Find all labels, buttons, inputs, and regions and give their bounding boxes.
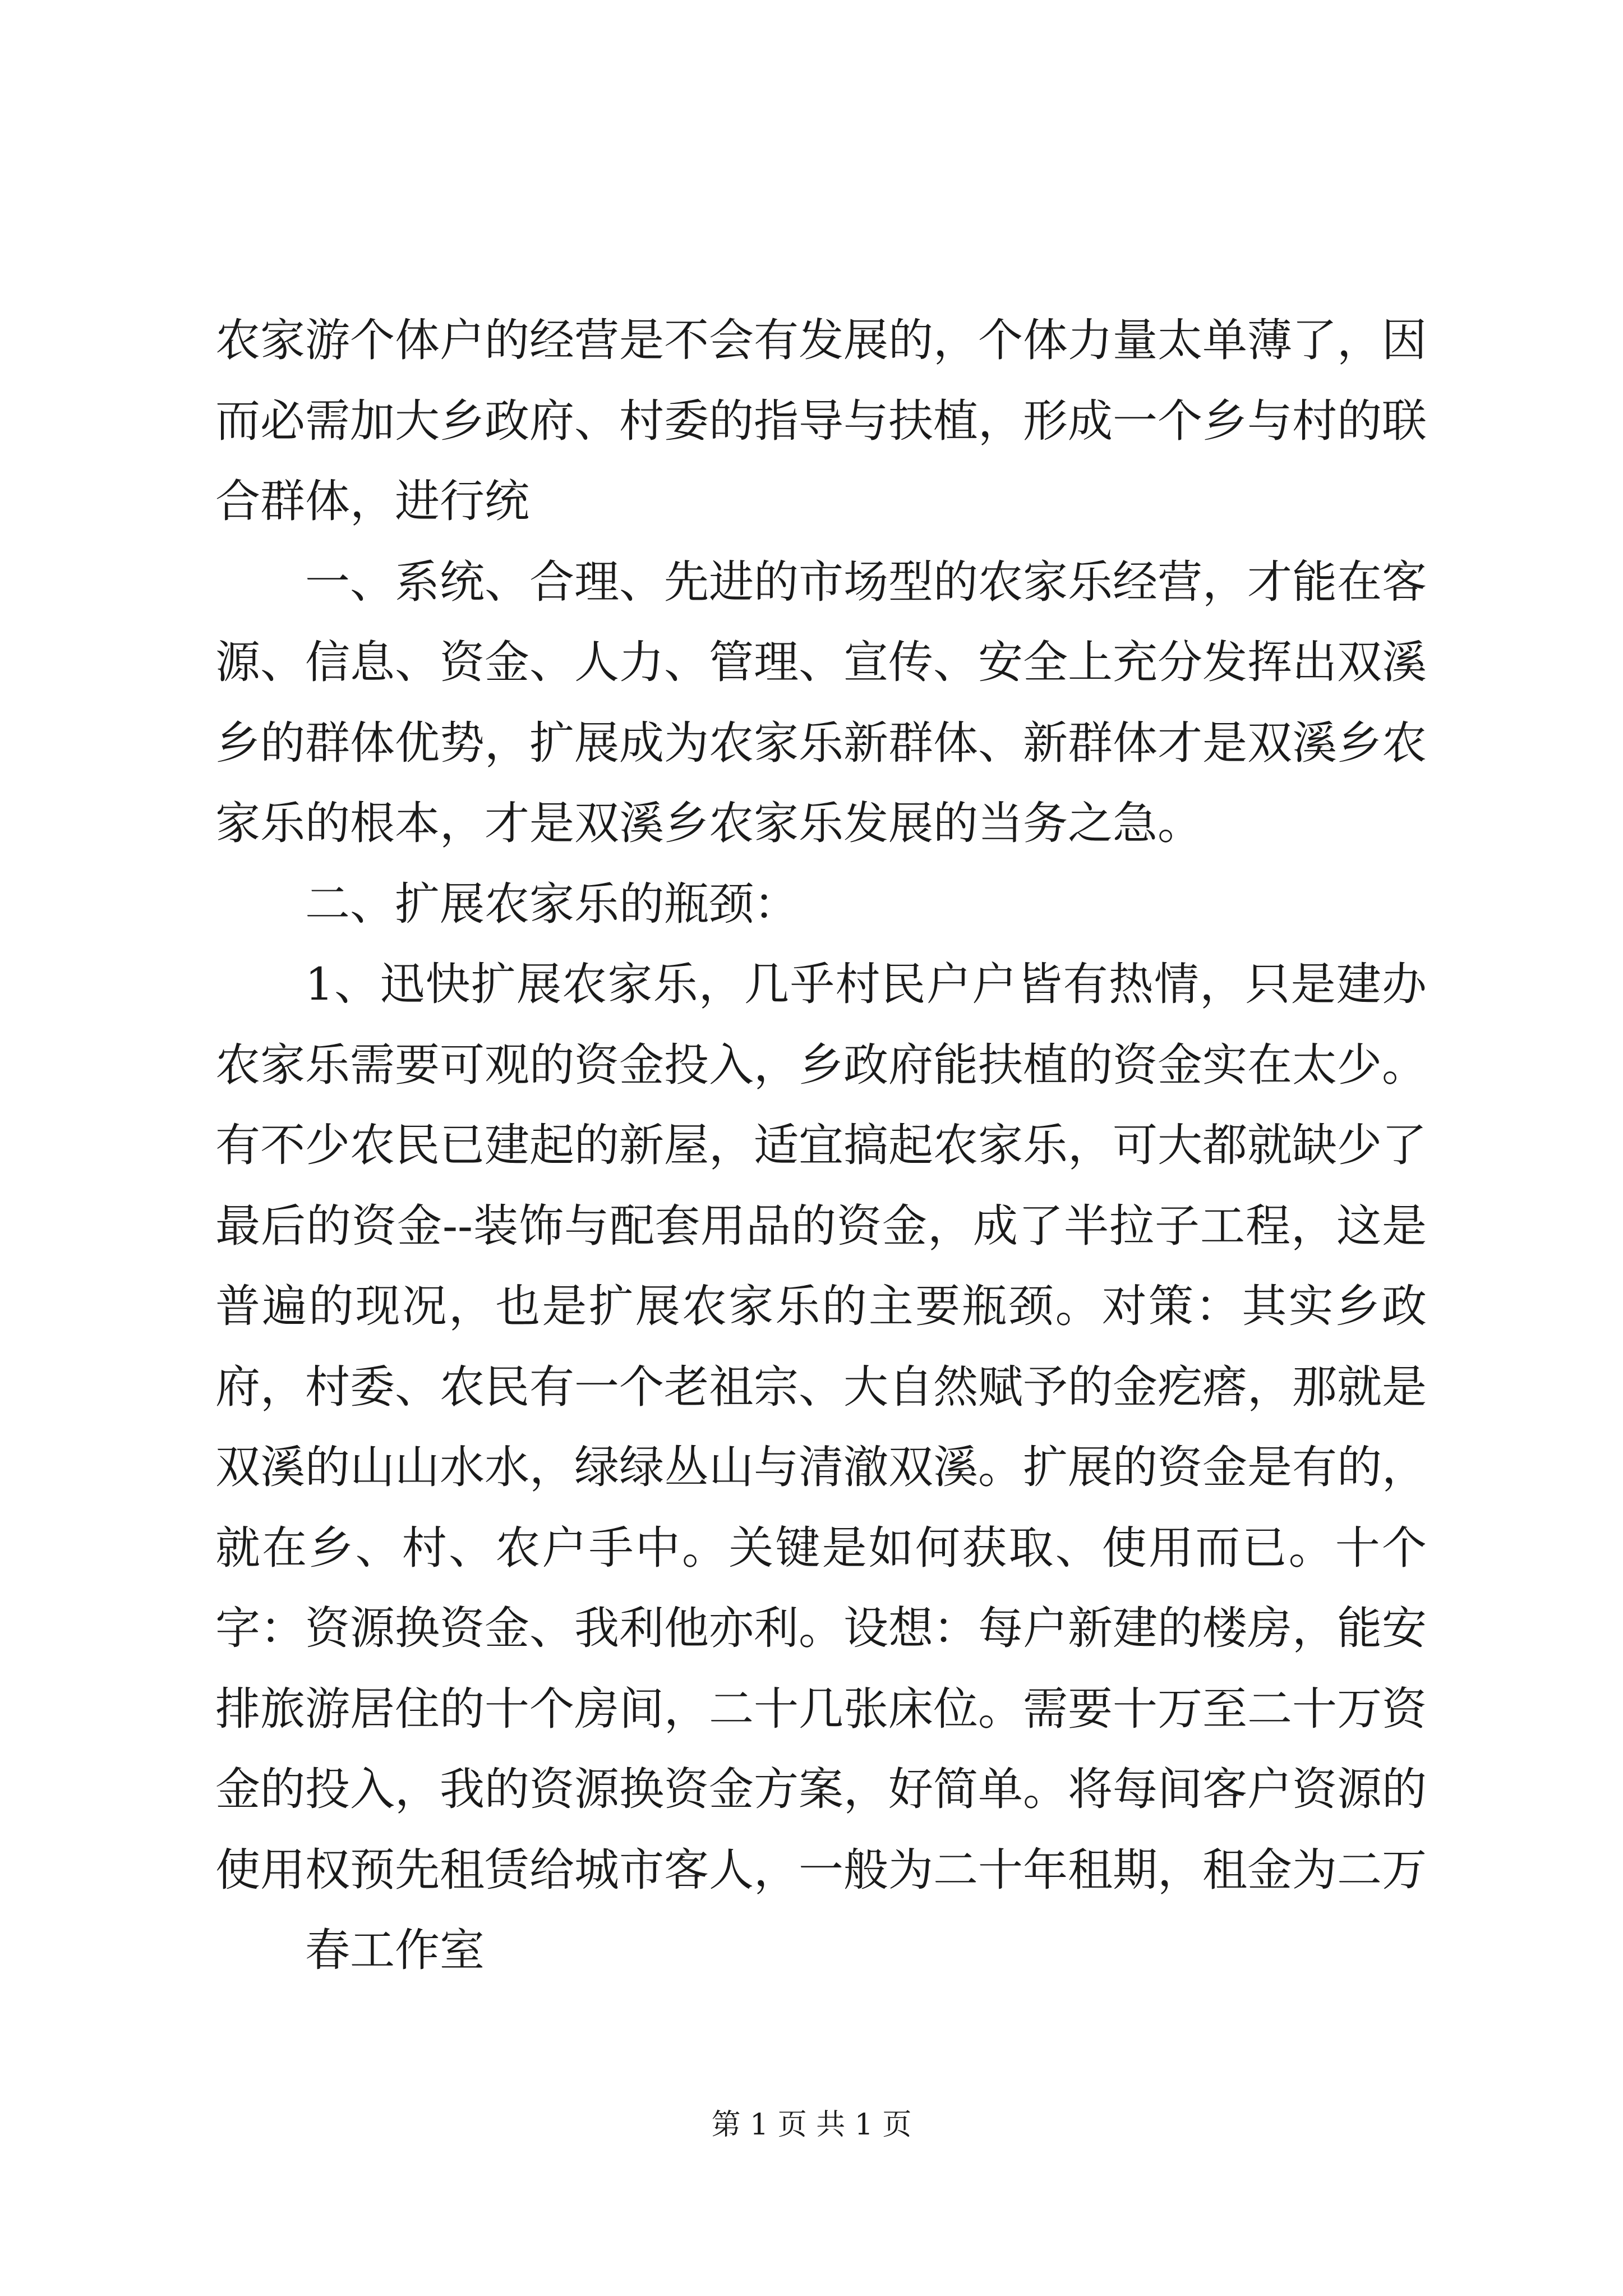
paragraph-section-one: 一、系统、合理、先进的市场型的农家乐经营，才能在客源、信息、资金、人力、管理、宣传、安全上充分发挥出双溪乡的群体优势，扩展成为农家乐新群体、新群体才是双溪乡农家乐的根本，才是双溪乡农家乐发展的当务之急。 — [215, 555, 1427, 849]
page-number-footer: 第 1 页 共 1 页 — [711, 2108, 912, 2142]
document-body — [215, 300, 1427, 1991]
paragraph-section-two-heading: 二、扩展农家乐的瓶颈： — [305, 877, 799, 930]
paragraph-intro: 农家游个体户的经营是不会有发展的，个体力量太单薄了，因而必需加大乡政府、村委的指导与扶植，形成一个乡与村的联合群体，进行统 — [215, 314, 1427, 527]
paragraph-point-one: 1、迅快扩展农家乐，几乎村民户户皆有热情，只是建办农家乐需要可观的资金投入，乡政府能扶植的资金实在太少。有不少农民已建起的新屋，适宜搞起农家乐，可大都就缺少了最后的资金--装饰与配套用品的资金，成了半拉子工程，这是普遍的现况，也是扩展农家乐的主要瓶颈。对策：其实乡政府，村委、农民有一个老祖宗、大自然赋予的金疙瘩，那就是双溪的山山水水，绿绿丛山与清澈双溪。扩展的资金是有的，就在乡、村、农户手中。关键是如何获取、使用而已。十个字：资源换资金、我利他亦利。设想：每户新建的楼房，能安排旅游居住的十个房间，二十几张床位。需要十万至二十万资金的投入，我的资源换资金方案，好简单。将每间客户资源的使用权预先租赁给城市客人，一般为二十年租期，租金为二万 — [215, 958, 1427, 1896]
paragraph-studio-signature: 春工作室 — [305, 1924, 485, 1976]
